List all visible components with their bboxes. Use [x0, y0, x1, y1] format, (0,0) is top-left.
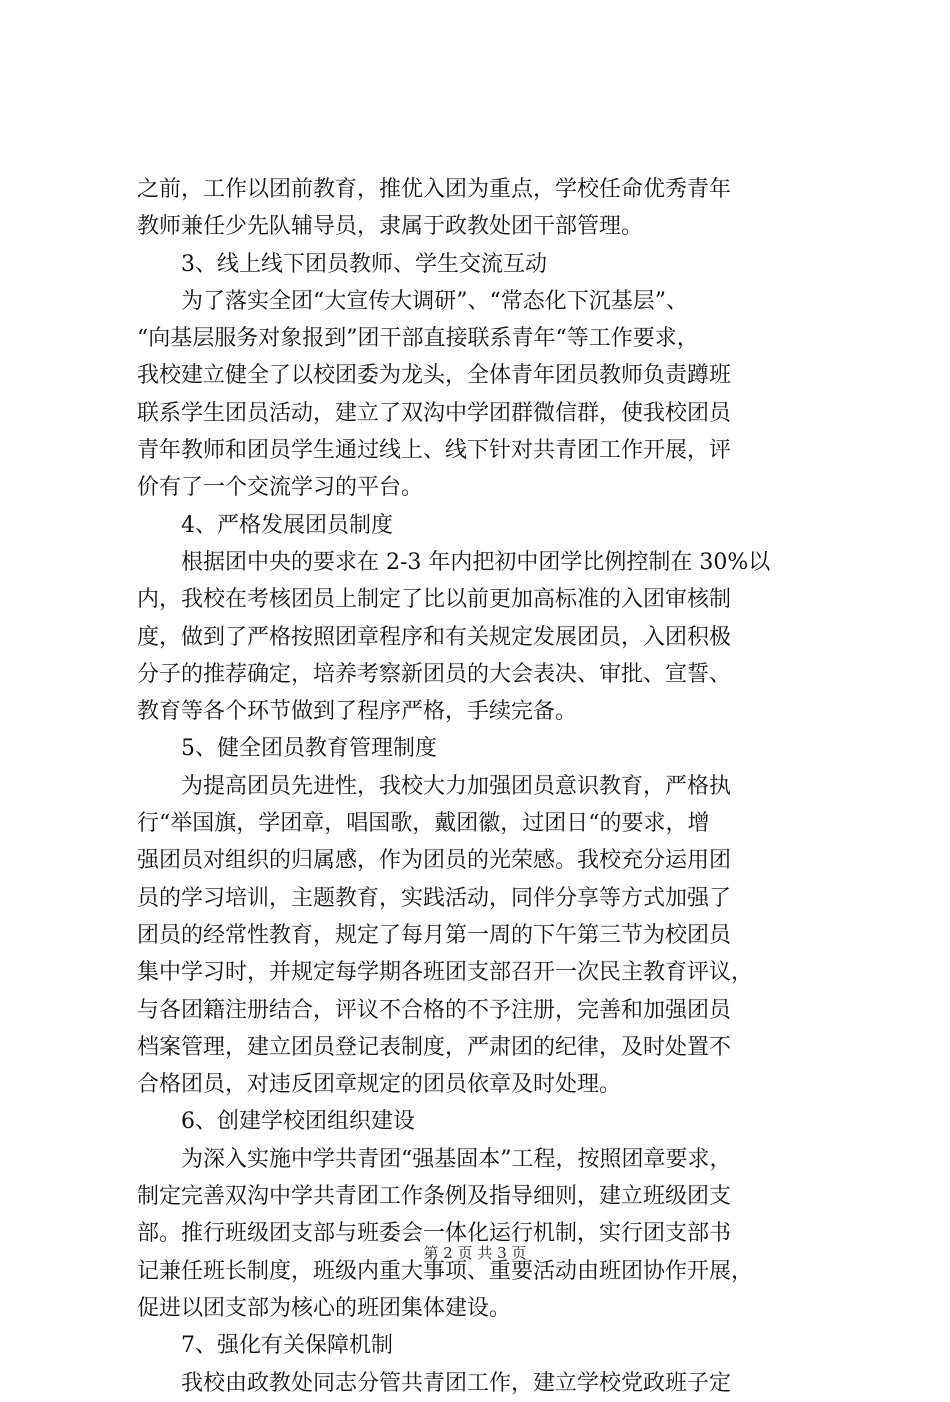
text-line: 部。推行班级团支部与班委会一体化运行机制，实行团支部书 [137, 1221, 732, 1247]
text-line: “向基层服务对象报到”团干部直接联系青年“等工作要求， [137, 326, 699, 352]
text-line: 联系学生团员活动，建立了双沟中学团群微信群，使我校团员 [137, 400, 732, 426]
text-line: 记兼任班长制度，班级内重大事项、重要活动由班团协作开展， [137, 1258, 754, 1284]
text-line: 合格团员，对违反团章规定的团员依章及时处理。 [137, 1072, 622, 1098]
text-line: 为提高团员先进性，我校大力加强团员意识教育，严格执 [181, 773, 732, 799]
text-line: 5、健全团员教育管理制度 [181, 736, 437, 762]
text-line: 教师兼任少先队辅导员，隶属于政教处团干部管理。 [137, 214, 644, 240]
text-line: 3、线上线下团员教师、学生交流互动 [181, 251, 547, 277]
text-line: 度，做到了严格按照团章程序和有关规定发展团员，入团积极 [137, 624, 732, 650]
text-line: 团员的经常性教育，规定了每月第一周的下午第三节为校团员 [137, 922, 732, 948]
text-line: 之前，工作以团前教育，推优入团为重点，学校任命优秀青年 [137, 177, 732, 202]
text-line: 价有了一个交流学习的平台。 [137, 475, 424, 501]
text-line: 内，我校在考核团员上制定了比以前更加高标准的入团审核制 [137, 587, 732, 613]
text-line: 促进以团支部为核心的班团集体建设。 [137, 1295, 512, 1321]
text-line: 行“举国旗，学团章，唱国歌，戴团徽，过团日“的要求，增 [137, 811, 710, 837]
text-line: 员的学习培训，主题教育，实践活动，同伴分享等方式加强了 [137, 885, 732, 911]
text-line: 6、创建学校团组织建设 [181, 1109, 415, 1135]
text-line: 根据团中央的要求在 2-3 年内把初中团学比例控制在 30%以 [181, 549, 771, 575]
text-line: 我校由政教处同志分管共青团工作，建立学校党政班子定 [181, 1370, 732, 1396]
page-footer: 第 2 页 共 3 页 [423, 1244, 527, 1262]
text-line: 为深入实施中学共青团“强基固本”工程，按照团章要求， [181, 1146, 732, 1172]
text-line: 集中学习时，并规定每学期各班团支部召开一次民主教育评议， [137, 960, 754, 986]
text-line: 制定完善双沟中学共青团工作条例及指导细则，建立班级团支 [137, 1184, 732, 1210]
text-line: 与各团籍注册结合，评议不合格的不予注册，完善和加强团员 [137, 997, 732, 1023]
text-line: 教育等各个环节做到了程序严格，手续完备。 [137, 699, 578, 725]
text-line: 强团员对组织的归属感，作为团员的光荣感。我校充分运用团 [137, 848, 732, 874]
text-line: 档案管理，建立团员登记表制度，严肃团的纪律，及时处置不 [137, 1034, 732, 1060]
text-line: 7、强化有关保障机制 [181, 1333, 393, 1359]
text-line: 青年教师和团员学生通过线上、线下针对共青团工作开展，评 [137, 438, 732, 464]
document-body [137, 171, 837, 1402]
text-line: 分子的推荐确定，培养考察新团员的大会表决、审批、宣誓、 [137, 661, 732, 687]
text-line: 为了落实全团“大宣传大调研”、“常态化下沉基层”、 [181, 288, 688, 314]
text-line: 4、严格发展团员制度 [181, 512, 393, 538]
text-line: 我校建立健全了以校团委为龙头，全体青年团员教师负责蹲班 [137, 363, 732, 389]
